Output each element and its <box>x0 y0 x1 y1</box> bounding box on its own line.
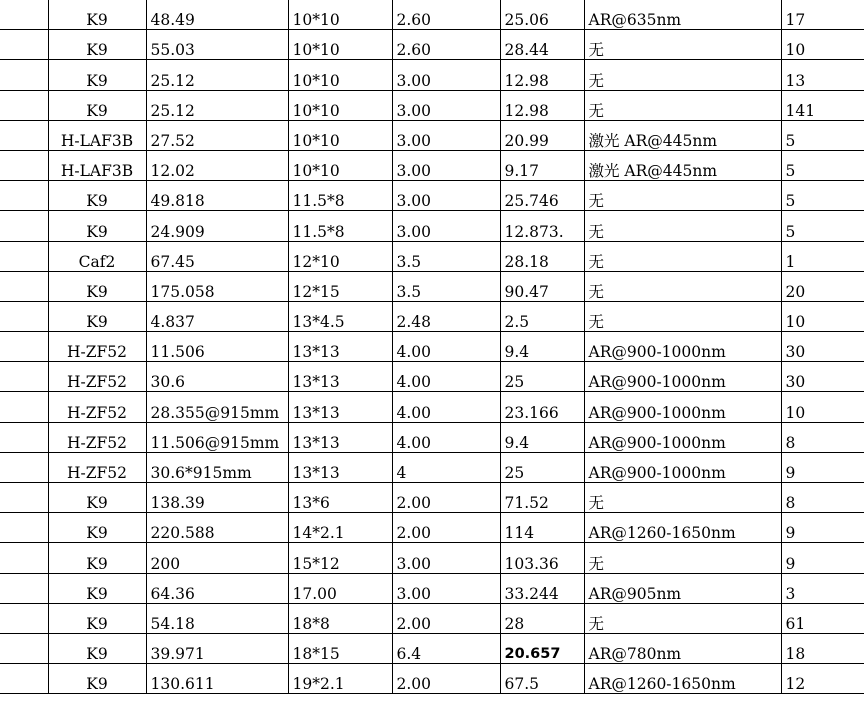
table-cell[interactable]: 23.166 <box>500 392 584 422</box>
table-cell[interactable]: K9 <box>48 181 146 211</box>
table-cell[interactable]: AR@900-1000nm <box>584 422 781 452</box>
table-row <box>0 513 864 543</box>
table-cell[interactable]: AR@900-1000nm <box>584 452 781 482</box>
table-cell[interactable]: 138.39 <box>146 483 288 513</box>
table-cell[interactable]: 激光 AR@445nm <box>584 120 781 150</box>
table-cell[interactable]: 无 <box>584 30 781 60</box>
table-cell[interactable]: 无 <box>584 271 781 301</box>
table-cell[interactable]: 13*13 <box>288 392 392 422</box>
table-cell[interactable]: H-ZF52 <box>48 422 146 452</box>
table-row <box>0 543 864 573</box>
row-header-cell[interactable] <box>0 90 48 120</box>
table-cell[interactable]: H-ZF52 <box>48 362 146 392</box>
table-cell[interactable]: 33.244 <box>500 573 584 603</box>
table-cell[interactable]: AR@900-1000nm <box>584 332 781 362</box>
table-cell[interactable]: K9 <box>48 211 146 241</box>
table-cell[interactable]: 28 <box>500 603 584 633</box>
table-cell[interactable]: H-LAF3B <box>48 120 146 150</box>
table-cell[interactable]: 17.00 <box>288 573 392 603</box>
table-row <box>0 452 864 482</box>
table-cell[interactable]: 14*2.1 <box>288 513 392 543</box>
table-cell[interactable]: 3.00 <box>392 90 500 120</box>
table-cell[interactable]: H-ZF52 <box>48 332 146 362</box>
table-cell[interactable]: 4.00 <box>392 362 500 392</box>
table-cell[interactable]: H-LAF3B <box>48 150 146 180</box>
row-header-cell[interactable] <box>0 603 48 633</box>
table-cell[interactable]: 无 <box>584 483 781 513</box>
table-cell[interactable]: 11.5*8 <box>288 211 392 241</box>
table-cell[interactable]: 13 <box>781 60 864 90</box>
table-cell[interactable]: 5 <box>781 150 864 180</box>
table-cell[interactable]: 2.00 <box>392 664 500 694</box>
row-header-cell[interactable] <box>0 543 48 573</box>
table-cell[interactable]: 12.98 <box>500 60 584 90</box>
table-row <box>0 362 864 392</box>
table-cell[interactable]: Caf2 <box>48 241 146 271</box>
table-cell[interactable]: K9 <box>48 513 146 543</box>
table-cell[interactable]: 3.00 <box>392 60 500 90</box>
table-cell[interactable]: 无 <box>584 301 781 331</box>
table-row <box>0 241 864 271</box>
row-header-cell[interactable] <box>0 483 48 513</box>
table-row <box>0 0 864 30</box>
table-cell[interactable]: K9 <box>48 573 146 603</box>
table-cell[interactable]: K9 <box>48 543 146 573</box>
table-cell[interactable]: AR@780nm <box>584 633 781 663</box>
table-cell[interactable]: 30 <box>781 362 864 392</box>
row-header-cell[interactable] <box>0 573 48 603</box>
table-cell[interactable]: 5 <box>781 181 864 211</box>
table-cell[interactable]: 20.657 <box>500 633 584 663</box>
table-cell[interactable]: 25.746 <box>500 181 584 211</box>
table-cell[interactable]: 17 <box>781 0 864 30</box>
row-header-cell[interactable] <box>0 452 48 482</box>
table-cell[interactable]: 18*8 <box>288 603 392 633</box>
table-cell[interactable]: 9.4 <box>500 332 584 362</box>
table-cell[interactable]: 25.12 <box>146 60 288 90</box>
table-cell[interactable]: K9 <box>48 60 146 90</box>
table-cell[interactable]: 3.00 <box>392 181 500 211</box>
table-cell[interactable]: 3.00 <box>392 120 500 150</box>
row-header-cell[interactable] <box>0 513 48 543</box>
table-cell[interactable]: 3.00 <box>392 211 500 241</box>
table-row <box>0 30 864 60</box>
table-row <box>0 301 864 331</box>
table-row <box>0 150 864 180</box>
row-header-cell[interactable] <box>0 211 48 241</box>
table-row <box>0 483 864 513</box>
table-cell[interactable]: 2.48 <box>392 301 500 331</box>
row-header-cell[interactable] <box>0 181 48 211</box>
table-cell[interactable]: 11.506@915mm <box>146 422 288 452</box>
table-row <box>0 332 864 362</box>
table-cell[interactable]: 4.837 <box>146 301 288 331</box>
table-cell[interactable]: 30.6*915mm <box>146 452 288 482</box>
table-cell[interactable]: 10 <box>781 30 864 60</box>
table-cell[interactable]: 13*6 <box>288 483 392 513</box>
table-cell[interactable]: 9.4 <box>500 422 584 452</box>
table-cell[interactable]: 12.873. <box>500 211 584 241</box>
table-cell[interactable]: 2.60 <box>392 30 500 60</box>
table-cell[interactable]: 19*2.1 <box>288 664 392 694</box>
table-cell[interactable]: AR@1260-1650nm <box>584 664 781 694</box>
table-cell[interactable]: 激光 AR@445nm <box>584 150 781 180</box>
table-cell[interactable]: 12*10 <box>288 241 392 271</box>
row-header-cell[interactable] <box>0 422 48 452</box>
table-cell[interactable]: 10*10 <box>288 0 392 30</box>
table-cell[interactable]: 12 <box>781 664 864 694</box>
table-cell[interactable]: K9 <box>48 271 146 301</box>
table-cell[interactable]: 13*4.5 <box>288 301 392 331</box>
table-cell[interactable]: 55.03 <box>146 30 288 60</box>
table-cell[interactable]: 12.98 <box>500 90 584 120</box>
table-cell[interactable]: 18*15 <box>288 633 392 663</box>
row-header-cell[interactable] <box>0 362 48 392</box>
table-cell[interactable]: H-ZF52 <box>48 392 146 422</box>
table-cell[interactable]: 71.52 <box>500 483 584 513</box>
table-cell[interactable]: 49.818 <box>146 181 288 211</box>
row-header-cell[interactable] <box>0 633 48 663</box>
table-cell[interactable]: 10*10 <box>288 150 392 180</box>
row-header-cell[interactable] <box>0 392 48 422</box>
table-cell[interactable]: 4.00 <box>392 332 500 362</box>
table-row <box>0 573 864 603</box>
table-cell[interactable]: 1 <box>781 241 864 271</box>
table-cell[interactable]: 12.02 <box>146 150 288 180</box>
table-cell[interactable]: 2.00 <box>392 483 500 513</box>
table-cell[interactable]: 无 <box>584 60 781 90</box>
table-cell[interactable]: 24.909 <box>146 211 288 241</box>
table-cell[interactable]: 3.5 <box>392 271 500 301</box>
table-cell[interactable]: 25 <box>500 452 584 482</box>
table-cell[interactable]: AR@900-1000nm <box>584 392 781 422</box>
table-cell[interactable]: 30.6 <box>146 362 288 392</box>
table-cell[interactable]: 4.00 <box>392 392 500 422</box>
table-cell[interactable]: 9.17 <box>500 150 584 180</box>
table-cell[interactable]: AR@635nm <box>584 0 781 30</box>
table-row <box>0 181 864 211</box>
table-cell[interactable]: 25 <box>500 362 584 392</box>
table-cell[interactable]: 28.355@915mm <box>146 392 288 422</box>
row-header-cell[interactable] <box>0 0 48 30</box>
table-cell[interactable]: 4 <box>392 452 500 482</box>
table-cell[interactable]: 30 <box>781 332 864 362</box>
table-cell[interactable]: 13*13 <box>288 362 392 392</box>
table-cell[interactable]: 5 <box>781 120 864 150</box>
table-cell[interactable]: 20 <box>781 271 864 301</box>
table-cell[interactable]: 9 <box>781 513 864 543</box>
table-row <box>0 60 864 90</box>
table-cell[interactable]: K9 <box>48 633 146 663</box>
table-cell[interactable]: 4.00 <box>392 422 500 452</box>
table-cell[interactable]: 175.058 <box>146 271 288 301</box>
table-cell[interactable]: 220.588 <box>146 513 288 543</box>
table-cell[interactable]: 15*12 <box>288 543 392 573</box>
table-cell[interactable]: K9 <box>48 664 146 694</box>
table-cell[interactable]: K9 <box>48 0 146 30</box>
row-header-cell[interactable] <box>0 271 48 301</box>
table-row <box>0 603 864 633</box>
table-cell[interactable]: 39.971 <box>146 633 288 663</box>
table-cell[interactable]: 103.36 <box>500 543 584 573</box>
table-cell[interactable]: 8 <box>781 422 864 452</box>
table-cell[interactable]: 61 <box>781 603 864 633</box>
table-cell[interactable]: 10*10 <box>288 90 392 120</box>
table-cell[interactable]: 25.06 <box>500 0 584 30</box>
table-cell[interactable]: 10*10 <box>288 30 392 60</box>
table-cell[interactable]: 无 <box>584 241 781 271</box>
table-cell[interactable]: AR@1260-1650nm <box>584 513 781 543</box>
table-cell[interactable]: 20.99 <box>500 120 584 150</box>
table-row <box>0 120 864 150</box>
table-cell[interactable]: 3.00 <box>392 543 500 573</box>
table-cell[interactable]: 无 <box>584 181 781 211</box>
table-cell[interactable]: H-ZF52 <box>48 452 146 482</box>
row-header-cell[interactable] <box>0 241 48 271</box>
table-cell[interactable]: 10 <box>781 392 864 422</box>
table-cell[interactable]: 无 <box>584 90 781 120</box>
table-cell[interactable]: 3.00 <box>392 150 500 180</box>
table-cell[interactable]: 90.47 <box>500 271 584 301</box>
table-cell[interactable]: 6.4 <box>392 633 500 663</box>
table-cell[interactable]: 114 <box>500 513 584 543</box>
table-cell[interactable]: K9 <box>48 483 146 513</box>
table-cell[interactable]: 25.12 <box>146 90 288 120</box>
table-cell[interactable]: 无 <box>584 211 781 241</box>
table-row <box>0 90 864 120</box>
table-cell[interactable]: 3 <box>781 573 864 603</box>
table-cell[interactable]: 54.18 <box>146 603 288 633</box>
table-cell[interactable]: 9 <box>781 543 864 573</box>
table-cell[interactable]: 8 <box>781 483 864 513</box>
row-header-cell[interactable] <box>0 120 48 150</box>
table-row <box>0 422 864 452</box>
table-row <box>0 271 864 301</box>
table-cell[interactable]: AR@900-1000nm <box>584 362 781 392</box>
table-cell[interactable]: 130.611 <box>146 664 288 694</box>
table-cell[interactable]: 3.00 <box>392 573 500 603</box>
table-cell[interactable]: 141 <box>781 90 864 120</box>
table-row <box>0 633 864 663</box>
table-cell[interactable]: 3.5 <box>392 241 500 271</box>
table-cell[interactable]: 11.5*8 <box>288 181 392 211</box>
table-cell[interactable]: 无 <box>584 543 781 573</box>
table-cell[interactable]: K9 <box>48 301 146 331</box>
table-cell[interactable]: 13*13 <box>288 422 392 452</box>
table-cell[interactable]: 64.36 <box>146 573 288 603</box>
row-header-cell[interactable] <box>0 664 48 694</box>
table-cell[interactable]: 28.18 <box>500 241 584 271</box>
table-cell[interactable]: 2.60 <box>392 0 500 30</box>
table-row <box>0 664 864 694</box>
row-header-cell[interactable] <box>0 60 48 90</box>
table-cell[interactable]: 2.00 <box>392 603 500 633</box>
table-cell[interactable]: 12*15 <box>288 271 392 301</box>
table-cell[interactable]: 无 <box>584 603 781 633</box>
table-cell[interactable]: K9 <box>48 30 146 60</box>
table-cell[interactable]: 48.49 <box>146 0 288 30</box>
row-header-cell[interactable] <box>0 150 48 180</box>
table-cell[interactable]: 9 <box>781 452 864 482</box>
table-row <box>0 392 864 422</box>
table-cell[interactable]: 28.44 <box>500 30 584 60</box>
table-cell[interactable]: 67.5 <box>500 664 584 694</box>
table-cell[interactable]: 13*13 <box>288 452 392 482</box>
table-cell[interactable]: 10*10 <box>288 60 392 90</box>
table-cell[interactable]: 2.00 <box>392 513 500 543</box>
table-cell[interactable]: 27.52 <box>146 120 288 150</box>
table-cell[interactable]: 11.506 <box>146 332 288 362</box>
table-cell[interactable]: 10*10 <box>288 120 392 150</box>
table-cell[interactable]: 5 <box>781 211 864 241</box>
table-cell[interactable]: K9 <box>48 90 146 120</box>
table-cell[interactable]: 18 <box>781 633 864 663</box>
table-row <box>0 211 864 241</box>
table-cell[interactable]: 67.45 <box>146 241 288 271</box>
row-header-cell[interactable] <box>0 301 48 331</box>
table-cell[interactable]: K9 <box>48 603 146 633</box>
table-cell[interactable]: 200 <box>146 543 288 573</box>
table-cell[interactable]: AR@905nm <box>584 573 781 603</box>
row-header-cell[interactable] <box>0 30 48 60</box>
table-cell[interactable]: 13*13 <box>288 332 392 362</box>
table-cell[interactable]: 2.5 <box>500 301 584 331</box>
table-cell[interactable]: 10 <box>781 301 864 331</box>
row-header-cell[interactable] <box>0 332 48 362</box>
